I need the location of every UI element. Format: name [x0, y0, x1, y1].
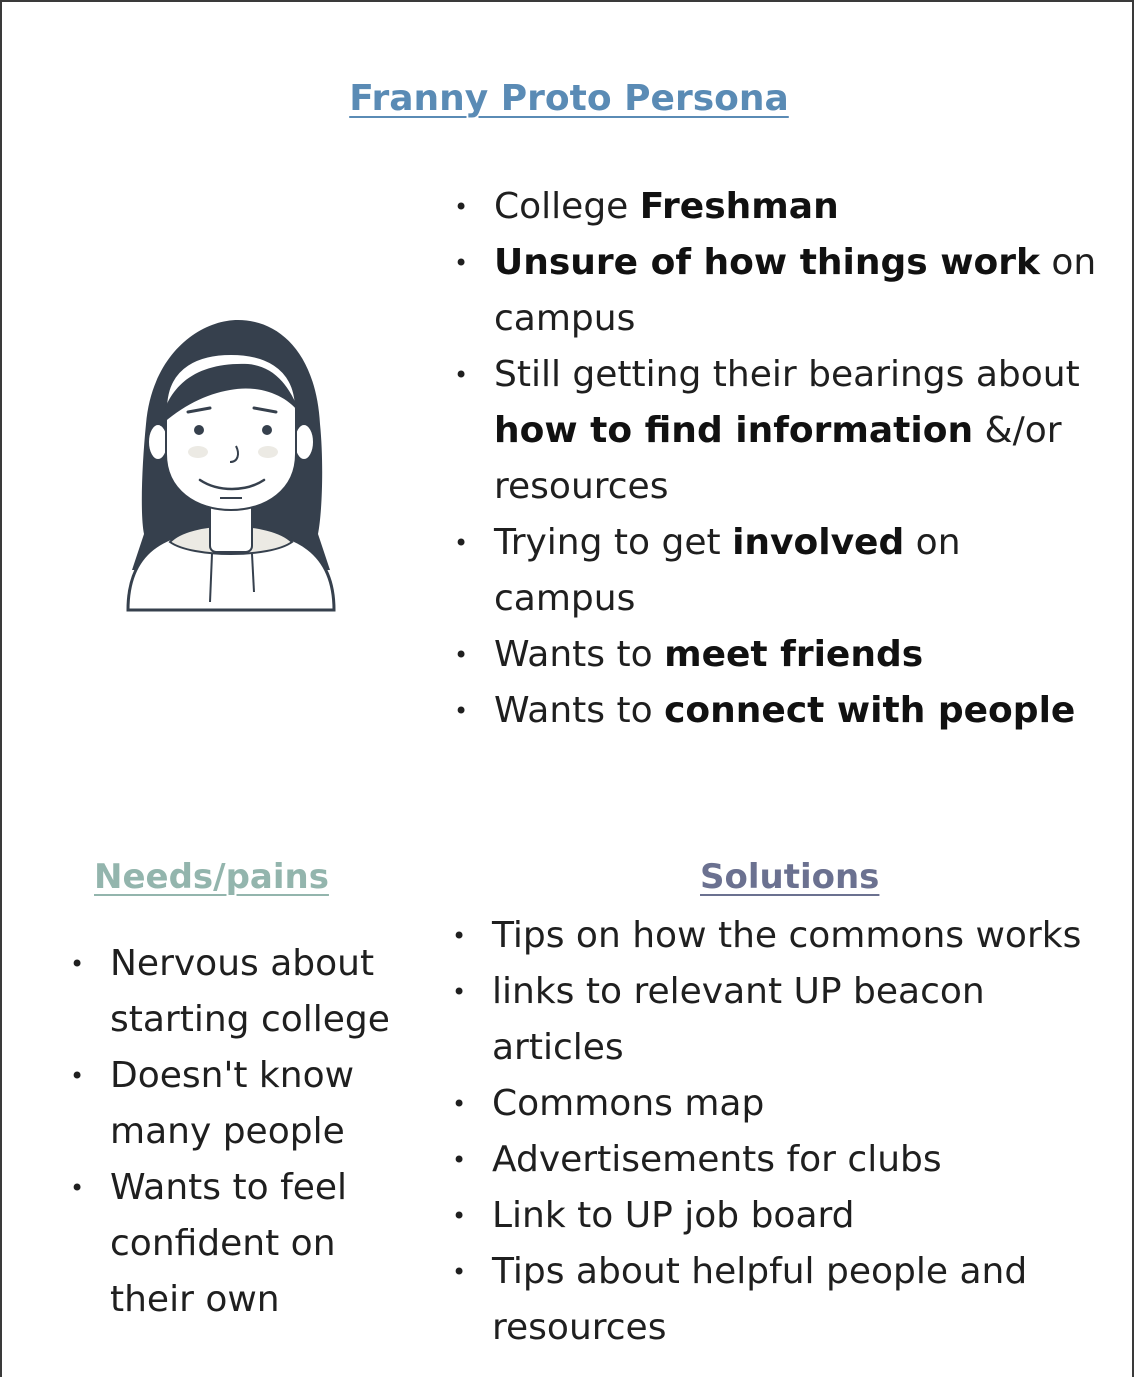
list-item: • College Freshman: [448, 179, 1108, 235]
bullet-icon: [452, 1244, 466, 1300]
bullet-icon: [70, 1048, 84, 1104]
bullet-icon: [452, 1132, 466, 1188]
list-item: • Tips about helpful people and resources: [446, 1244, 1126, 1356]
bullet-icon: [70, 936, 84, 992]
list-item: • Still getting their bearings about how to find information &/or resources: [448, 347, 1108, 515]
solutions-heading: Solutions: [700, 857, 880, 897]
needs-list: [64, 936, 424, 1328]
bullet-icon: [452, 1188, 466, 1244]
bullet-icon: [452, 1076, 466, 1132]
student-avatar-icon: [120, 314, 342, 616]
bullet-icon: [454, 347, 468, 403]
list-item: • Wants to feel confident on their own: [64, 1160, 424, 1328]
page-title: Franny Proto Persona: [349, 78, 789, 119]
list-item: • Trying to get involved on campus: [448, 515, 1108, 627]
bullet-icon: [454, 683, 468, 739]
bullet-icon: [452, 964, 466, 1020]
bullet-icon: [70, 1160, 84, 1216]
list-item: • Tips on how the commons works: [446, 908, 1126, 964]
list-item: • Wants to connect with people: [448, 683, 1108, 739]
persona-traits-list: [448, 179, 1108, 739]
bullet-icon: [452, 908, 466, 964]
bullet-icon: [454, 179, 468, 235]
bullet-icon: [454, 515, 468, 571]
list-item: • Wants to meet friends: [448, 627, 1108, 683]
bullet-icon: [454, 627, 468, 683]
list-item: • Doesn't know many people: [64, 1048, 424, 1160]
list-item: • Commons map: [446, 1076, 1126, 1132]
list-item: • Nervous about starting college: [64, 936, 424, 1048]
list-item: • Link to UP job board: [446, 1188, 1126, 1244]
solutions-list: [446, 908, 1126, 1356]
needs-heading: Needs/pains: [94, 857, 329, 897]
list-item: • Unsure of how things work on campus: [448, 235, 1108, 347]
list-item: • links to relevant UP beacon articles: [446, 964, 1126, 1076]
list-item: • Advertisements for clubs: [446, 1132, 1126, 1188]
bullet-icon: [454, 235, 468, 291]
